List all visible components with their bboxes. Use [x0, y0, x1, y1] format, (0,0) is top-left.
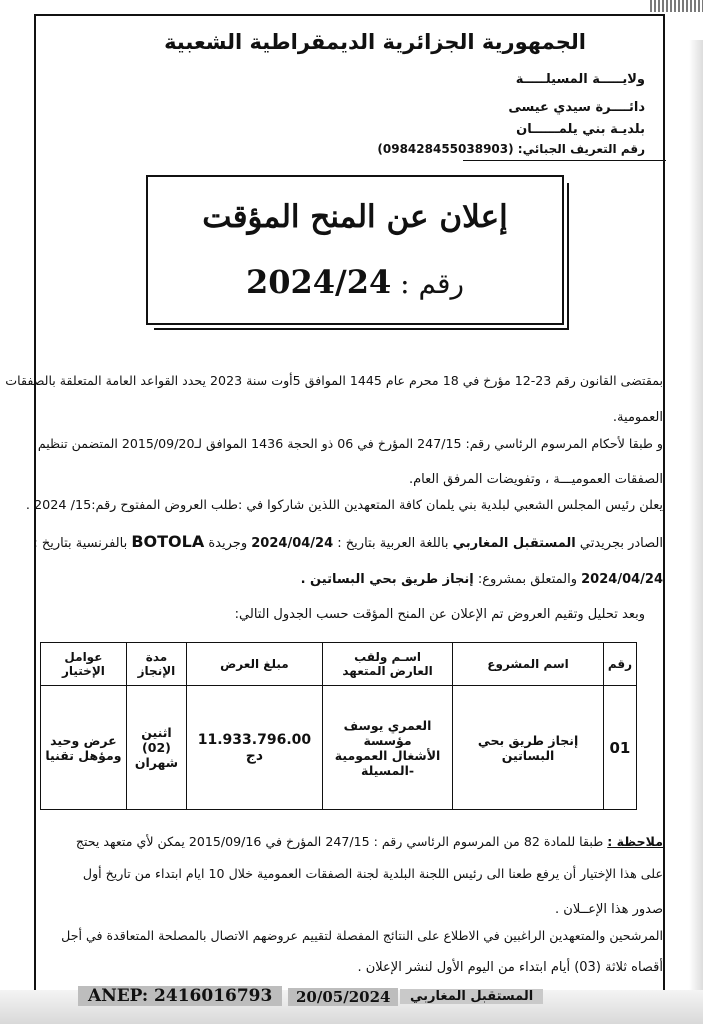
header-bidder-line2: العارض المتعهد	[342, 664, 433, 678]
note-line5: أقصاه ثلاثة (03) أيام ابتداء من اليوم الأول لنشر الإعلان .	[357, 960, 663, 975]
table-header-row	[41, 643, 637, 686]
results-table	[40, 642, 637, 810]
cell-duration	[126, 686, 186, 810]
announcement-number	[148, 263, 562, 301]
newspaper-arabic: المستقبل المغاربي	[452, 536, 576, 551]
header-project: اسم المشروع	[453, 643, 604, 686]
header-duration: مدة الإنجاز	[126, 643, 186, 686]
duration-line2: شهران	[134, 755, 179, 770]
duration-line1: اثنين (02)	[141, 725, 172, 755]
criteria-line1: عرض وحيد	[50, 732, 117, 748]
number-value: 2024/24	[245, 263, 392, 301]
wilaya-line: ولايـــــة المسيلـــــة	[515, 72, 645, 87]
para-evaluation: وبعد تحليل وتقيم العروض تم الإعلان عن المنح المؤقت حسب الجدول التالي:	[234, 607, 645, 622]
footer-date: 20/05/2024	[288, 988, 398, 1006]
para-announce-line1: يعلن رئيس المجلس الشعبي لبلدية بني يلمان كافة المتعهدين اللذين شاركوا في :طلب العروض المفتوح رقم:15/ 2024 .	[25, 498, 663, 513]
date-french-paper: 2024/04/24	[581, 572, 663, 587]
header-bidder	[322, 643, 452, 686]
header-bidder-line1: اسـم ولقب	[354, 650, 421, 664]
footer-anep: ANEP: 2416016793	[78, 986, 282, 1006]
criteria-line2: ومؤهل تقنيا	[45, 747, 122, 763]
scan-edge-shade	[689, 40, 703, 1020]
scan-edge-strip	[650, 0, 703, 12]
project-name: إنجاز طريق بحي البساتين .	[300, 572, 474, 587]
text-arabic-date: باللغة العربية بتاريخ :	[337, 536, 449, 551]
bidder-line1: العمري يوسف مؤسسة	[343, 717, 432, 748]
cell-number: 01	[603, 686, 636, 810]
cell-bidder	[322, 686, 452, 810]
header-amount: مبلغ العرض	[187, 643, 323, 686]
header-number: رقم	[603, 643, 636, 686]
republic-heading: الجمهورية الجزائرية الديمقراطية الشعبية	[164, 30, 586, 54]
text-french-date: بالفرنسية بتاريخ :	[33, 536, 128, 551]
tax-id-underline	[463, 160, 666, 161]
daira-line: دائــــرة سيدي عيسى	[508, 100, 645, 115]
amount-value: 11.933.796.00 دج	[197, 731, 312, 764]
commune-line: بلديـة بني يلمــــــان	[516, 122, 645, 137]
note-text1: طبقا للمادة 82 من المرسوم الرئاسي رقم : 247/15 المؤرخ في 2015/09/16 يمكن لأي متعهد يحتج	[75, 834, 604, 849]
cell-project: إنجاز طريق بحي البساتين	[453, 686, 604, 810]
cell-amount	[187, 686, 323, 810]
para-decree-line1: و طبقا لأحكام المرسوم الرئاسي رقم: 247/15 المؤرخ في 06 ذو الحجة 1436 الموافق لـ2015/09/20 المتضمن تنظيم	[37, 436, 663, 451]
note-line4: المرشحين والمتعهدين الراغبين في الاطلاع على النتائج المفصلة لتقييم عروضهم الاتصال بالمصلحة المتعاقدة في أجل	[61, 928, 663, 943]
para-announce-line3	[43, 572, 663, 587]
title-box	[146, 175, 564, 325]
para-announce-line2	[33, 532, 663, 551]
note-line3: صدور هذا الإعــلان .	[555, 902, 663, 917]
bidder-line2: الأشغال العمومية -المسيلة	[334, 747, 441, 778]
announcement-title: إعلان عن المنح المؤقت	[202, 199, 508, 235]
note-line2: على هذا الإختيار أن يرفع طعنا الى رئيس اللجنة البلدية لجنة الصفقات العمومية خلال 10 ايام ابتداء من تاريخ أول	[82, 866, 663, 881]
footer-newspaper: المستقبل المغاربي	[400, 989, 543, 1004]
tax-id-line: رقم التعريف الجبائي: (098428455038903)	[377, 142, 645, 156]
text-issued: الصادر بجريدتي	[579, 536, 663, 551]
note-line1	[43, 834, 663, 849]
newspaper-french: BOTOLA	[131, 532, 205, 551]
cell-criteria	[41, 686, 127, 810]
date-arabic-paper: 2024/04/24	[251, 536, 334, 551]
para-decree-line2: الصفقات العموميـــة ، وتفويضات المرفق العام.	[409, 472, 663, 487]
text-related-project: والمتعلق بمشروع:	[477, 572, 577, 587]
para-law-line1: بمقتضى القانون رقم 23-12 مؤرخ في 18 محرم عام 1445 الموافق 5أوت سنة 2023 يحدد القواعد العامة المتعلقة بالصفقات	[5, 373, 663, 388]
table-row	[41, 686, 637, 810]
para-law-line2: العمومية.	[612, 410, 663, 425]
text-and-newspaper: وجريدة	[208, 536, 248, 551]
number-label: رقم :	[400, 267, 465, 300]
header-criteria: عوامل الإختيار	[41, 643, 127, 686]
note-label: ملاحظة :	[607, 834, 663, 849]
